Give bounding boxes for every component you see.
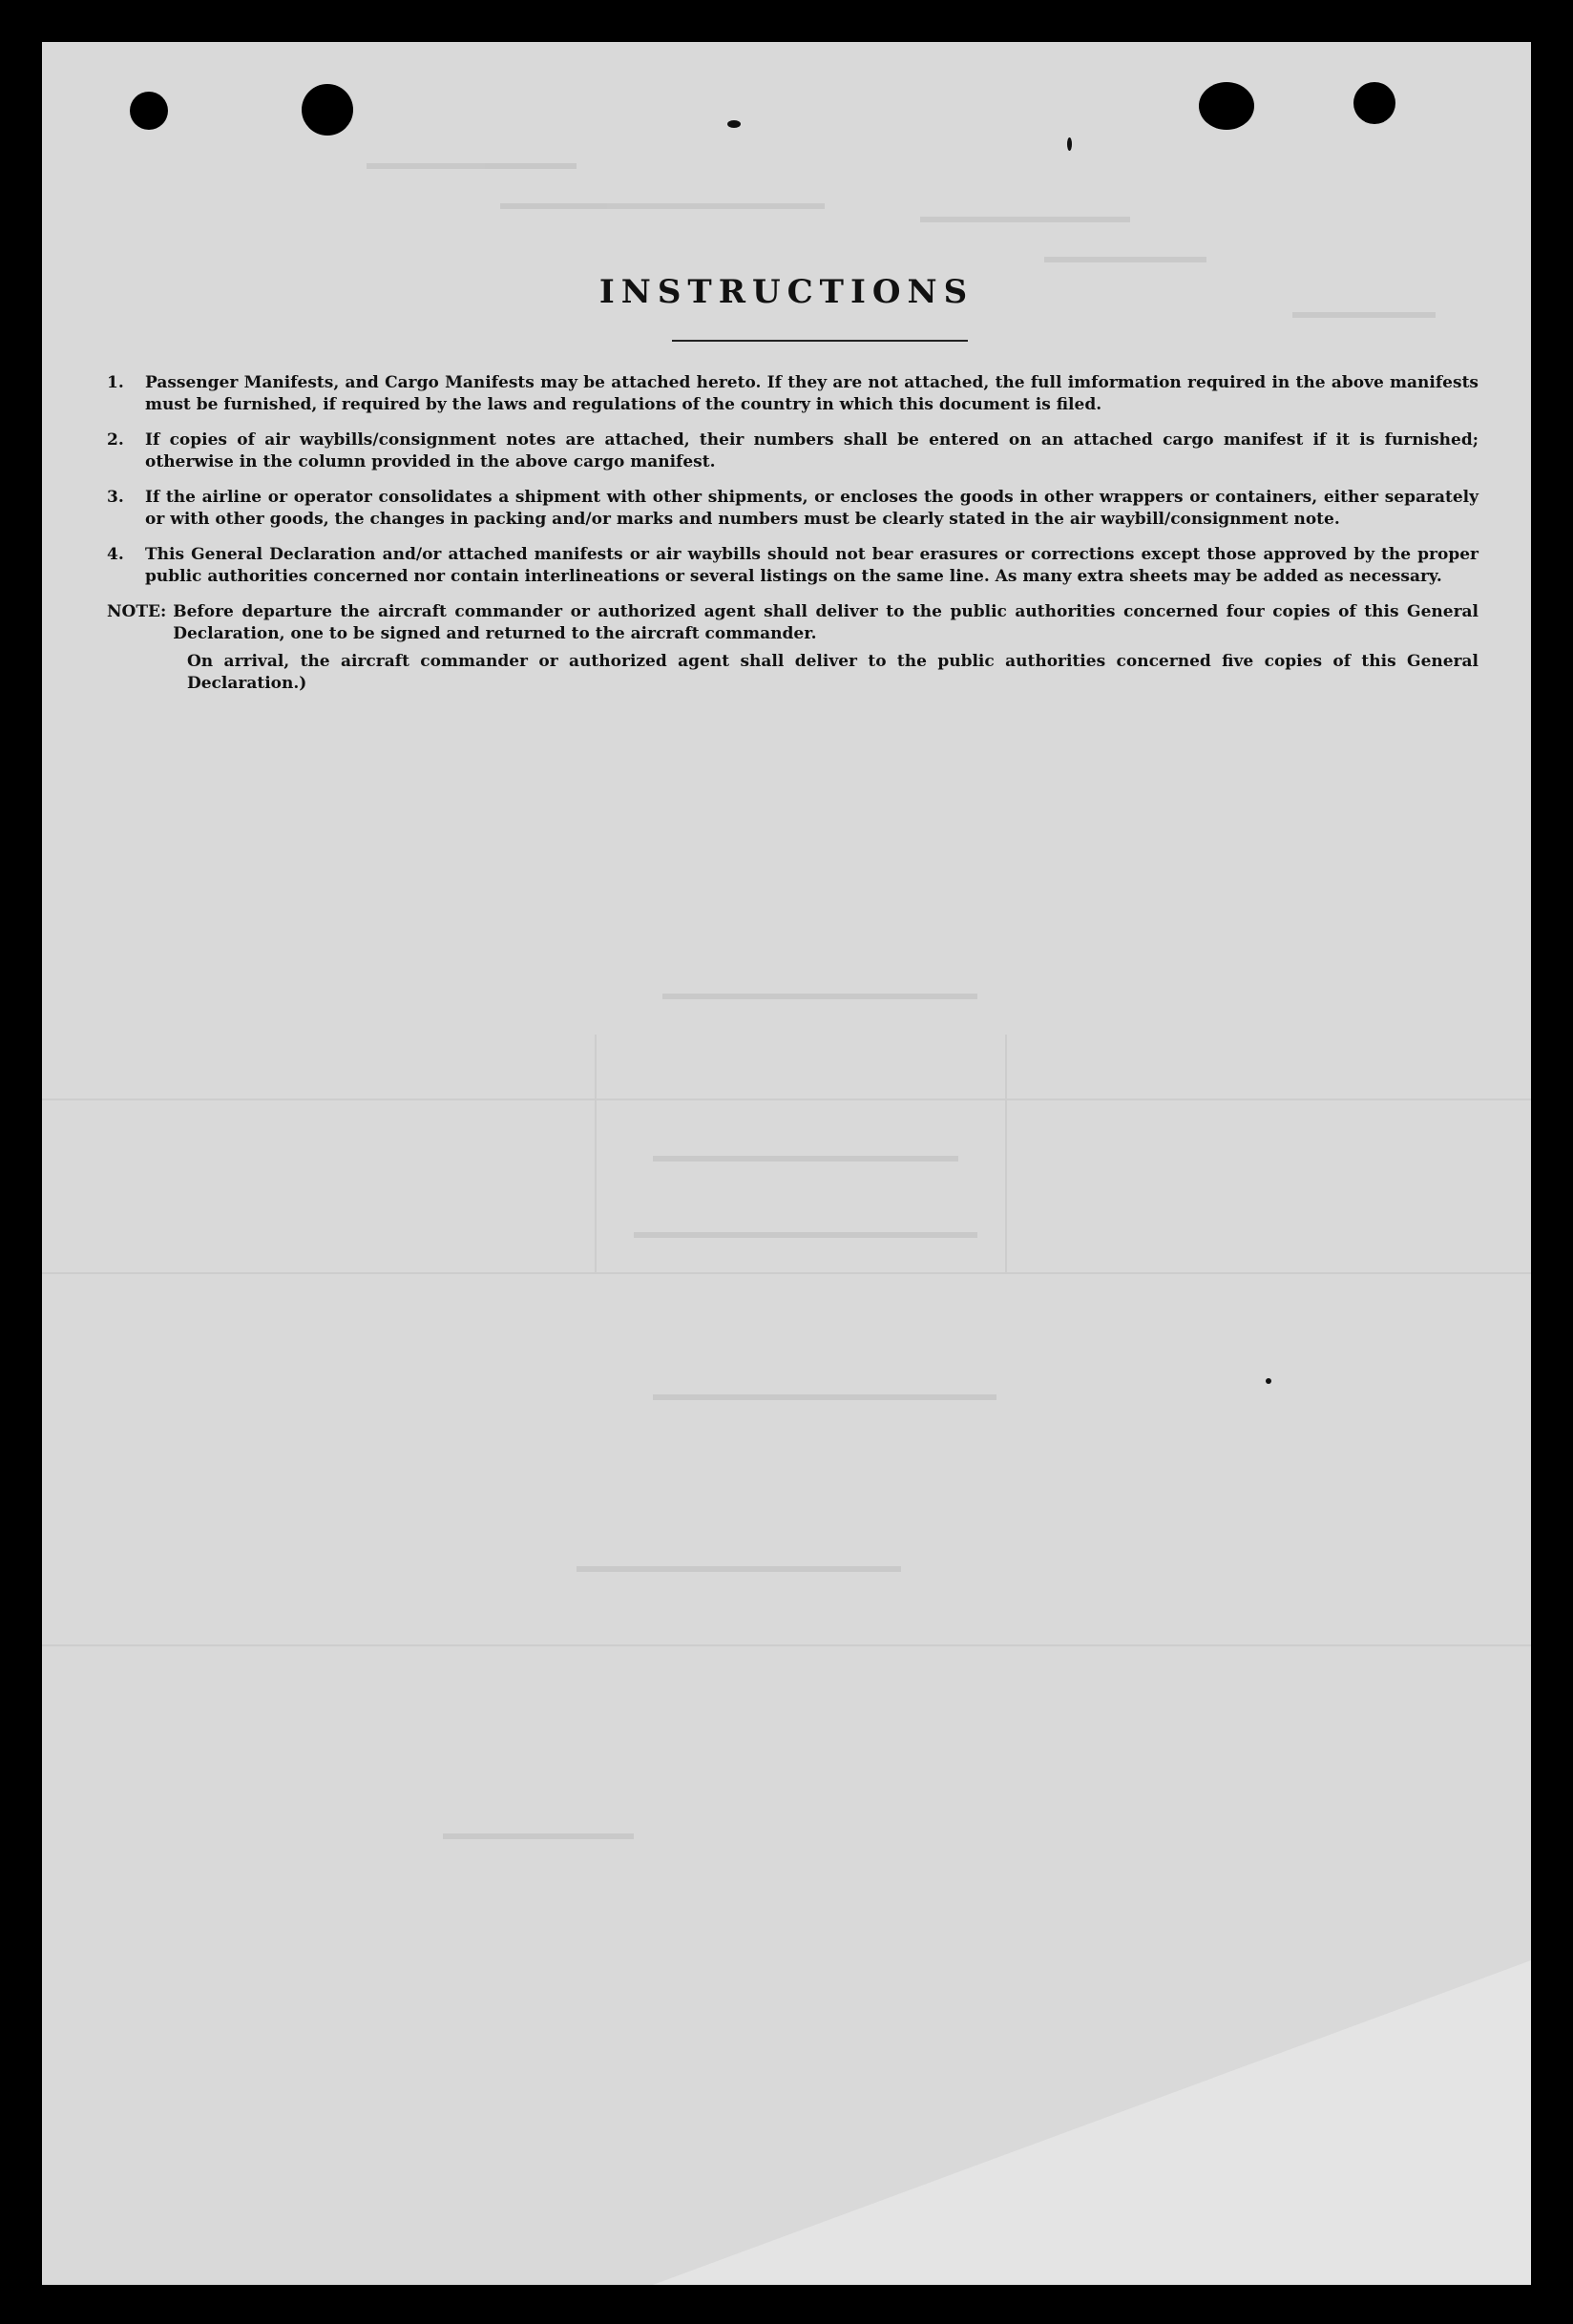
instruction-text: If copies of air waybills/consignment notes are attached, their numbers shall be entered on an attached cargo manifest if it is furnished; otherwise in the column provided in the above cargo manifest. [145,430,1479,471]
instruction-text: If the airline or operator consolidates a shipment with other shipments, or encloses the goods in other wrappers or containers, either separately or with other goods, the changes in packing and/or marks and numbers must be clearly stated in the air waybill/consignment note. [145,488,1479,529]
instructions-title: INSTRUCTIONS [598,273,975,311]
instruction-text: Passenger Manifests, and Cargo Manifests may be attached hereto. If they are not attached, the full imformation required in the above manifests must be furnished, if required by the laws and regulations of the country in which this document is filed. [145,373,1479,414]
instruction-item [107,372,1479,416]
punch-hole-left-2 [302,84,353,136]
instruction-item [107,429,1479,473]
instruction-item [107,544,1479,588]
note-paragraph [107,601,1479,645]
document-page [42,42,1531,2285]
ink-speck [1067,137,1072,151]
instruction-number: 1. [107,373,124,392]
ink-speck [727,120,741,128]
note-label: NOTE: [107,602,167,621]
instruction-item [107,487,1479,531]
instruction-number: 3. [107,488,124,507]
title-underline [672,340,968,342]
ink-speck [1266,1378,1271,1384]
instruction-number: 2. [107,430,124,450]
instruction-number: 4. [107,545,124,564]
instructions-list [107,372,1479,695]
punch-hole-left-1 [130,92,168,130]
note-text: Before departure the aircraft commander or authorized agent shall deliver to the public authorities concerned four copies of this General Declaration, one to be signed and returned to the aircraft commander. [173,602,1479,643]
instruction-text: This General Declaration and/or attached manifests or air waybills should not bear erasures or corrections except those approved by the proper public authorities concerned nor contain interlineations or several listings on the same line. As many extra sheets may be added as necessary. [145,545,1479,586]
punch-hole-right-1 [1199,82,1254,130]
note-continuation: On arrival, the aircraft commander or authorized agent shall deliver to the public authorities concerned five copies of this General Declaration.) [187,652,1479,693]
punch-hole-right-2 [1353,82,1395,124]
